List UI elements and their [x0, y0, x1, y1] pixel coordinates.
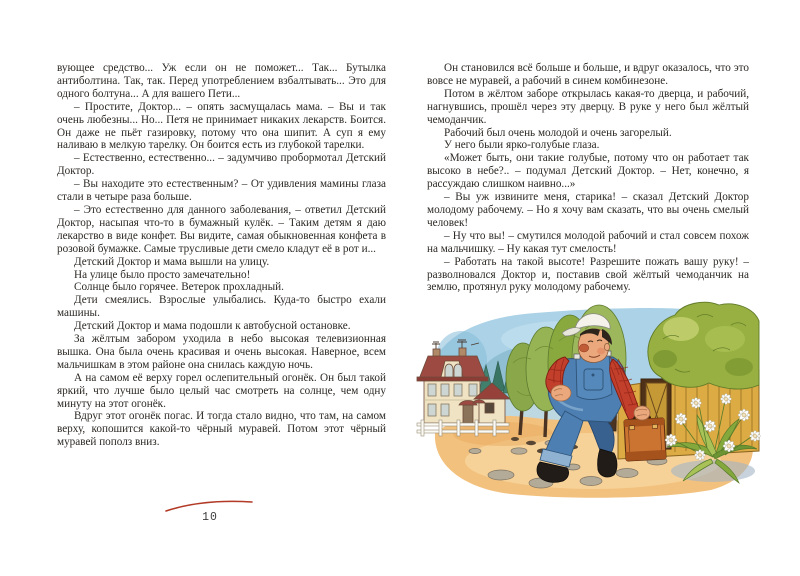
gripping-hand — [634, 406, 650, 420]
paragraph: Детский Доктор и мама подошли к автобусной остановке. — [74, 320, 351, 333]
paragraph: А на самом её верху горел ослепительный огонёк. Он был такой яркий, что лучше было целый час смотреть на солнце, чем одну минуту на этот огонёк. — [57, 371, 386, 410]
paragraph: За жёлтым забором уходила в небо высокая телевизионная вышка. Она была очень красивая и очень высокая. Наверное, всем мальчишкам в этом районе она снилась каждую ночь. — [57, 333, 386, 371]
ear — [604, 343, 609, 350]
paragraph: Дети смеялись. Взрослые улыбались. Куда-то быстро ехали машины. — [57, 294, 386, 320]
paragraph: вующее средство... Уж если он не поможет... Так... Бутылка антиболтина. Так, так. Перед употреблением взбалтывать... Это для одного болтуна... А для вашего Пети... — [57, 62, 386, 100]
paragraph: Потом в жёлтом заборе открылась какая-то дверца, и рабочий, нагнувшись, прошёл через эту дверцу. В руке у него был жёлтый чемоданчик. — [427, 87, 749, 126]
paragraph: Детский Доктор и мама вышли на улицу. — [74, 255, 270, 268]
paragraph: – Простите, Доктор... – опять засмущалась мама. – Вы и так очень любезны... Но... Петя не принимает никаких лекарств. Боится. Он даже не пьёт газировку, потому что она шипит. А суп я ему наливаю в мелкую тарелку. Он боится есть из глубокой тарелки. — [57, 100, 386, 152]
paragraph: На улице было просто замечательно! — [74, 268, 251, 281]
paragraph: У него были ярко-голубые глаза. — [444, 139, 600, 152]
right-page-text — [427, 62, 749, 294]
paragraph: Он становился всё больше и больше, и вдруг оказалось, что это вовсе не муравей, а рабочий в синем комбинезоне. — [427, 62, 749, 87]
paragraph: – Естественно, естественно... – задумчиво пробормотал Детский Доктор. — [57, 152, 386, 178]
rear-boot — [598, 449, 617, 477]
nose — [579, 344, 588, 352]
paragraph: – Вы находите это естественным? – От удивления мамины глаза стали в четыре раза больше. — [57, 178, 386, 204]
clenched-fist — [551, 385, 571, 401]
rosy-cheek — [597, 348, 605, 355]
door — [463, 405, 473, 423]
paragraph: Рабочий был очень молодой и очень загорелый. — [444, 126, 672, 139]
paragraph: Солнце было горячее. Ветерок прохладный. — [74, 281, 284, 294]
paragraph: – Ну что вы! – смутился молодой рабочий и стал совсем похож на мальчишку. – Ну какая тут смелость! — [427, 229, 749, 255]
left-page-text — [57, 62, 386, 449]
paragraph: – Работать на такой высоте! Разрешите пожать вашу руку! – разволновался Доктор и, поставив свой жёлтый чемоданчик на землю, протянул руку молодому рабочему. — [427, 255, 749, 294]
page-number: 10 — [202, 511, 218, 524]
paragraph: Вдруг этот огонёк погас. И тогда стало видно, что там, на самом верху, копошится какой-то чёрный муравей. Потом этот чёрный муравей пополз вниз. — [57, 410, 386, 449]
illustration-worker-scene — [413, 299, 761, 501]
strap-clasp — [574, 354, 580, 359]
paragraph: – Это естественно для данного заболевания, – ответил Детский Доктор, насыпая что-то в бумажный кулёк. – Таким детям я даю лекарство в виде конфет. Вы видите, самая обыкновенная конфета в розовой бумажке. Самые трусливые дети смело кладут её в рот и... — [57, 203, 386, 255]
paragraph: – Вы уж извините меня, старика! – сказал Детский Доктор молодому рабочему. – Но я хочу вам сказать, что вы очень смелый человек! — [427, 191, 749, 229]
paragraph: «Может быть, они такие голубые, потому что он работает так высоко в небе?.. – подумал Детский Доктор. – Нет, конечно, я рассуждаю слишком наивно...» — [427, 152, 749, 191]
